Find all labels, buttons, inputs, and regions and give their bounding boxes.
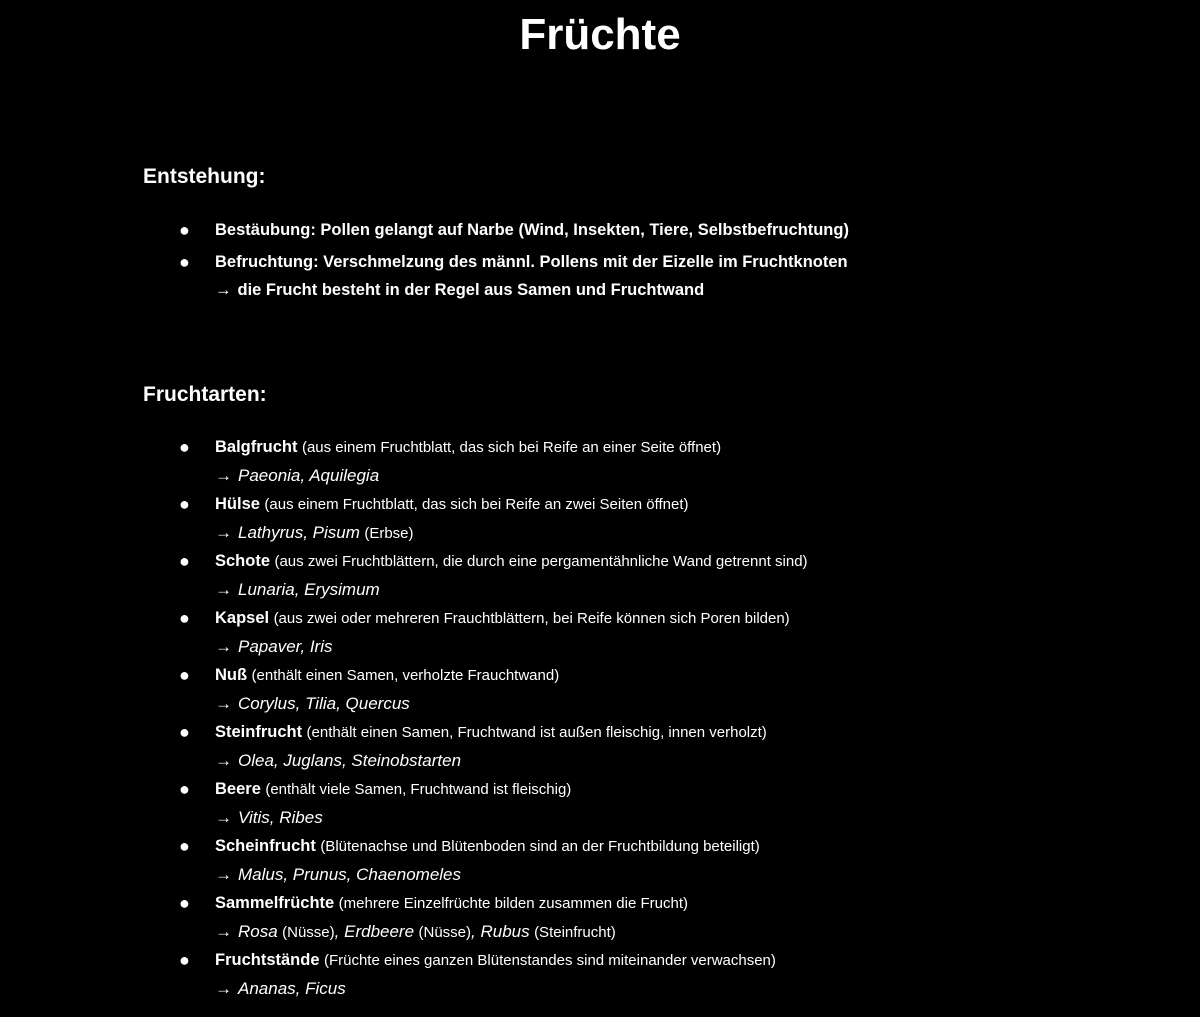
example-genera: Malus, Prunus, Chaenomeles	[238, 865, 462, 884]
example-note: (Nüsse)	[282, 924, 335, 941]
example-note: (Erbse)	[364, 525, 414, 542]
item-description-line	[215, 891, 1035, 916]
item-examples-line	[215, 920, 1035, 945]
page-title: Früchte	[519, 10, 681, 59]
bullet-icon: ●	[179, 252, 190, 272]
item-description-line	[215, 720, 1035, 745]
list-item	[175, 834, 1035, 891]
list-item	[175, 663, 1035, 720]
list-item	[175, 948, 1035, 1005]
fruit-type-term: Nuß	[215, 666, 248, 684]
fruit-type-description: (enthält einen Samen, verholzte Frauchtwand)	[251, 667, 560, 684]
bullet-icon: ●	[179, 950, 190, 970]
item-text: Befruchtung: Verschmelzung des männl. Pollens mit der Eizelle im Fruchtknoten	[215, 253, 848, 271]
bullet-icon: ●	[179, 220, 190, 240]
item-result: die Frucht besteht in der Regel aus Samen und Fruchtwand	[237, 281, 705, 299]
bullet-icon: ●	[179, 437, 190, 457]
example-genera: Rosa	[238, 922, 278, 941]
fruchtarten-list	[175, 435, 1035, 1005]
fruit-type-term: Steinfrucht	[215, 723, 303, 741]
arrow-right-icon: →	[215, 466, 232, 485]
item-description-line	[215, 549, 1035, 574]
item-text: Bestäubung: Pollen gelangt auf Narbe (Wind, Insekten, Tiere, Selbstbefruchtung)	[215, 221, 849, 239]
example-genera: Erdbeere	[344, 922, 415, 941]
example-genera: Corylus, Tilia, Quercus	[238, 694, 410, 713]
entstehung-list	[175, 217, 1035, 309]
arrow-right-icon: →	[215, 694, 232, 713]
fruit-type-term: Sammelfrüchte	[215, 894, 335, 912]
example-genera: Lunaria, Erysimum	[238, 580, 380, 599]
bullet-icon: ●	[179, 893, 190, 913]
example-separator: ,	[334, 922, 345, 941]
list-item	[175, 435, 1035, 492]
list-item	[175, 549, 1035, 606]
section-heading-fruchtarten: Fruchtarten:	[143, 383, 267, 406]
arrow-right-icon: →	[215, 637, 232, 656]
arrow-right-icon: →	[215, 979, 232, 998]
arrow-right-icon: →	[215, 865, 232, 884]
list-item	[175, 217, 1035, 243]
fruit-type-description: (enthält einen Samen, Fruchtwand ist außen fleischig, innen verholzt)	[306, 724, 767, 741]
arrow-right-icon: →	[215, 580, 232, 599]
item-examples-line	[215, 464, 1035, 489]
arrow-right-icon: →	[215, 523, 232, 542]
list-item	[175, 891, 1035, 948]
arrow-right-icon: →	[215, 751, 232, 770]
example-genera: Olea, Juglans, Steinobstarten	[238, 751, 462, 770]
fruit-type-description: (Früchte eines ganzen Blütenstandes sind miteinander verwachsen)	[323, 952, 776, 969]
fruit-type-description: (aus zwei oder mehreren Frauchtblättern, bei Reife können sich Poren bilden)	[273, 610, 790, 627]
item-examples-line	[215, 635, 1035, 660]
item-examples-line	[215, 692, 1035, 717]
example-note: (Nüsse)	[418, 924, 472, 941]
example-genera: Rubus	[480, 922, 530, 941]
arrow-right-icon: →	[215, 281, 232, 299]
fruit-type-term: Fruchtstände	[215, 951, 320, 969]
item-examples-line	[215, 806, 1035, 831]
example-separator: ,	[471, 922, 481, 941]
bullet-icon: ●	[179, 836, 190, 856]
item-description-line	[215, 834, 1035, 859]
example-genera: Lathyrus, Pisum	[238, 523, 360, 542]
item-description-line	[215, 435, 1035, 460]
fruit-type-description: (aus einem Fruchtblatt, das sich bei Reife an zwei Seiten öffnet)	[264, 496, 689, 513]
section-heading-entstehung: Entstehung:	[143, 165, 266, 188]
item-examples-line	[215, 521, 1035, 546]
fruit-type-term: Scheinfrucht	[215, 837, 316, 855]
item-examples-line	[215, 749, 1035, 774]
fruit-type-term: Kapsel	[215, 609, 270, 627]
list-item	[175, 606, 1035, 663]
item-description-line	[215, 492, 1035, 517]
example-genera: Papaver, Iris	[238, 637, 333, 656]
fruit-type-description: (aus einem Fruchtblatt, das sich bei Reife an einer Seite öffnet)	[301, 439, 722, 456]
fruit-type-term: Beere	[215, 780, 261, 798]
fruit-type-term: Hülse	[215, 495, 260, 513]
item-examples-line	[215, 863, 1035, 888]
bullet-icon: ●	[179, 551, 190, 571]
bullet-icon: ●	[179, 665, 190, 685]
item-description-line	[215, 663, 1035, 688]
example-genera: Paeonia, Aquilegia	[238, 466, 380, 485]
example-note: (Steinfrucht)	[534, 924, 616, 941]
fruit-type-description: (aus zwei Fruchtblättern, die durch eine pergamentähnliche Wand getrennt sind)	[274, 553, 808, 570]
bullet-icon: ●	[179, 494, 190, 514]
item-examples-line	[215, 578, 1035, 603]
item-result-line	[215, 277, 1035, 303]
bullet-icon: ●	[179, 779, 190, 799]
bullet-icon: ●	[179, 722, 190, 742]
list-item	[175, 777, 1035, 834]
fruit-type-description: (Blütenachse und Blütenboden sind an der Fruchtbildung beteiligt)	[320, 838, 760, 855]
bullet-icon: ●	[179, 608, 190, 628]
example-genera: Ananas, Ficus	[238, 979, 346, 998]
fruit-type-description: (enthält viele Samen, Fruchtwand ist fleischig)	[265, 781, 572, 798]
fruit-type-description: (mehrere Einzelfrüchte bilden zusammen die Frucht)	[338, 895, 688, 912]
arrow-right-icon: →	[215, 808, 232, 827]
item-description-line	[215, 606, 1035, 631]
item-description-line	[215, 777, 1035, 802]
arrow-right-icon: →	[215, 922, 232, 941]
list-item	[175, 492, 1035, 549]
list-item	[175, 720, 1035, 777]
item-description-line	[215, 948, 1035, 973]
item-examples-line	[215, 977, 1035, 1002]
fruit-type-term: Schote	[215, 552, 271, 570]
fruit-type-term: Balgfrucht	[215, 438, 298, 456]
list-item	[175, 249, 1035, 303]
example-genera: Vitis, Ribes	[238, 808, 323, 827]
